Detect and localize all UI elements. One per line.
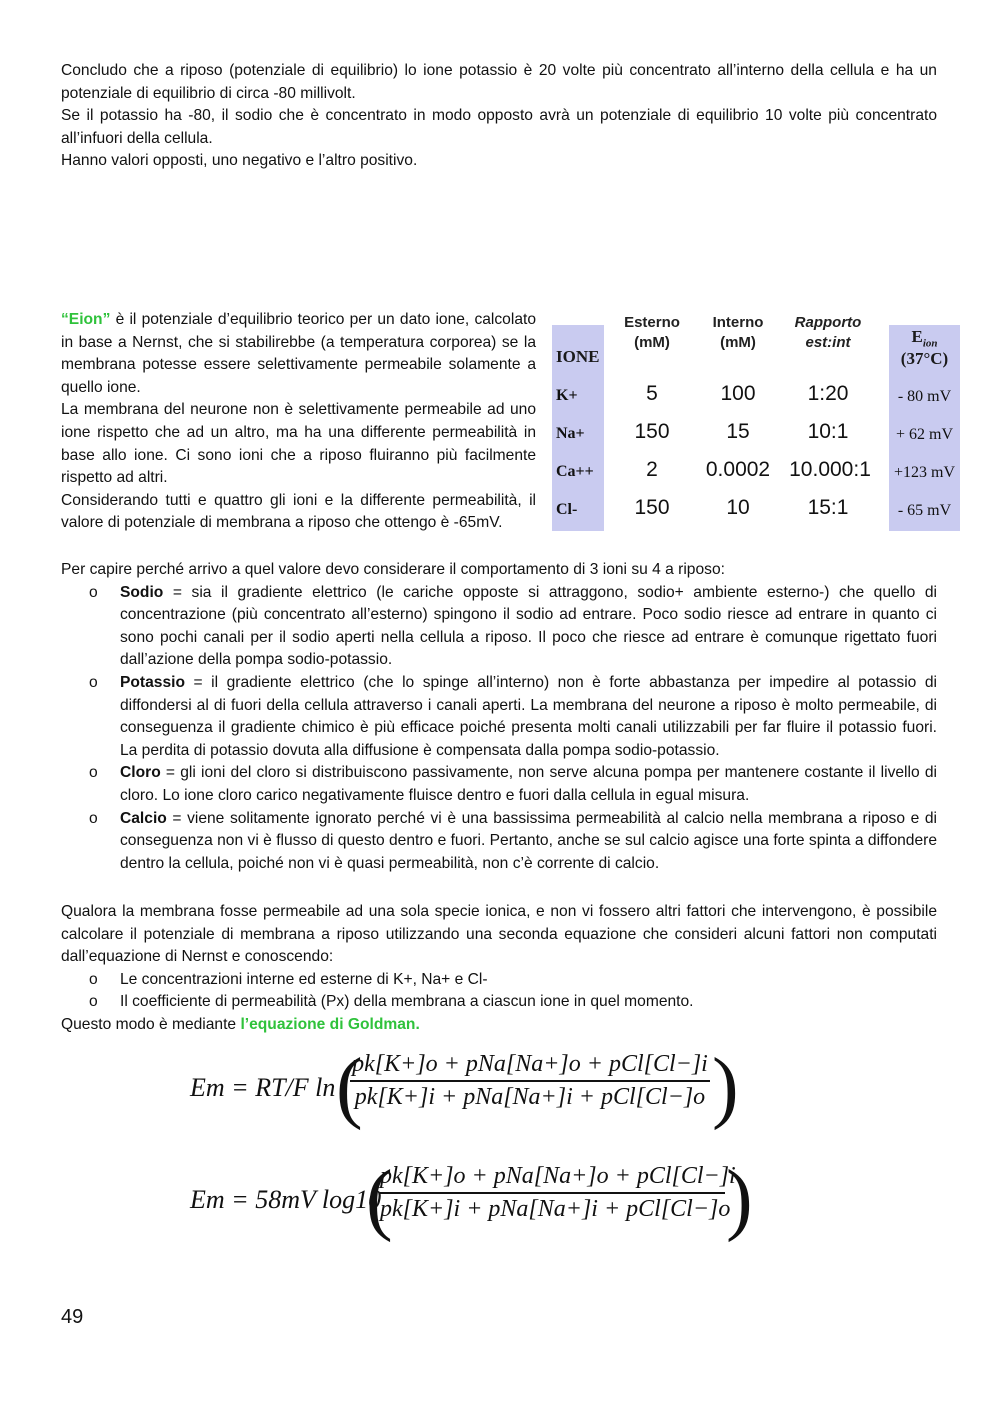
header-esterno: Esterno	[624, 314, 680, 331]
goldman-formula	[190, 1043, 753, 1247]
row-ca-interno: 0.0002	[705, 458, 771, 481]
ion-name: Calcio	[120, 809, 167, 827]
eion-paragraph-2: La membrana del neurone non è selettivamente permeabile ad uno ione rispetto che ad un altro, ma ha una differente permeabilità in base allo ione. Ci sono ioni che a riposo fluiranno più facilmente rispetto ad altri.	[61, 401, 536, 487]
goldman-equation-2	[190, 1155, 753, 1247]
intro-section	[61, 60, 937, 173]
goldman-paragraph-2	[61, 1014, 937, 1037]
header-eion-sub: ion	[922, 337, 938, 350]
row-cl-esterno: 150	[634, 496, 670, 519]
list-text: Il coefficiente di permeabilità (Px) della membrana a ciascun ione in quel momento.	[120, 993, 694, 1011]
list-item-calcio	[61, 808, 937, 876]
equation-lhs: Em = 58mV log10	[190, 1185, 382, 1214]
right-paren: )	[712, 1043, 739, 1131]
list-item-cloro	[61, 762, 937, 807]
ion-text: = gli ioni del cloro si distribuiscono passivamente, non serve alcuna pompa per mantenere costante il livello di cloro. Lo ione cloro carico negativamente fluisce dentro e fuori dalla cellula in egual misura.	[120, 764, 937, 804]
fraction-denominator: pk[K+]i + pNa[Na+]i + pCl[Cl−]o	[380, 1196, 731, 1222]
equation-lhs: Em = RT/F ln	[190, 1073, 336, 1102]
bullet: o	[89, 970, 98, 988]
bullet: o	[89, 673, 98, 691]
fraction-bar	[350, 1080, 710, 1082]
page-number: 49	[61, 1306, 84, 1328]
list-text: Le concentrazioni interne ed esterne di K+, Na+ e Cl-	[120, 970, 488, 988]
ion-text: = sia il gradiente elettrico (le cariche opposte si attraggono, sodio+ ambiente esterno-) che quello di concentrazione (più concentrato all’esterno) spingono il sodio ad entrare. Poco sodio riesce ad entrare in quanto ci sono pochi canali per il sodio aperti nella cellula a riposo. Il poco che riesce ad entrare è comunque rigettato fuori dall’azione della pompa sodio-potassio.	[120, 583, 937, 669]
header-eion	[889, 327, 960, 349]
intro-paragraph-1: Concludo che a riposo (potenziale di equilibrio) lo ione potassio è 20 volte più concentrato all’interno della cellula e ha un potenziale di equilibrio di circa -80 millivolt.	[61, 62, 937, 102]
bullet: o	[89, 809, 98, 827]
fraction-bar	[380, 1192, 725, 1194]
list-item-potassio	[61, 672, 937, 762]
eion-definition	[61, 309, 536, 399]
row-ca-rapporto: 10.000:1	[789, 458, 871, 481]
header-interno-unit: (mM)	[720, 334, 756, 351]
row-cl-eion: - 65 mV	[897, 502, 952, 519]
header-rapporto-sub: est:int	[805, 334, 851, 351]
row-k-rapporto: 1:20	[807, 382, 849, 405]
row-k-esterno: 5	[646, 382, 658, 405]
ion-text: = il gradiente elettrico (che lo spinge all’interno) non è forte abbastanza per impedire al potassio di diffondersi al di fuori della cellula attraverso i canali aperti. La membrana del neurone a riposo è molto permeabile, di conseguenza il gradiente chimico è più efficace poiché presenta molti canali utilizzabili per far fluire il potassio fuori. La perdita di potassio dovuta alla diffusione è compensata dalla pompa sodio-potassio.	[120, 673, 937, 759]
row-na-eion: + 62 mV	[895, 426, 954, 443]
ion-name: Potassio	[120, 673, 185, 691]
bullet: o	[89, 583, 98, 601]
row-cl-ion: Cl-	[556, 501, 578, 518]
goldman-prefix: Questo modo è mediante	[61, 1015, 241, 1033]
ions-behaviour-section	[61, 559, 937, 875]
row-k-ion: K+	[556, 387, 578, 404]
equation-fraction	[350, 1051, 710, 1111]
ion-table	[552, 309, 960, 522]
eion-def-text: è il potenziale d’equilibrio teorico per un dato ione, calcolato in base a Nernst, che si stabilirebbe (a temperatura corporea) se la membrana potesse essere selettivamente permeabile solamente a quello ione.	[61, 311, 536, 396]
row-ca-eion: +123 mV	[893, 464, 956, 481]
fraction-denominator: pk[K+]i + pNa[Na+]i + pCl[Cl−]o	[354, 1084, 706, 1110]
list-item-permeabilita	[61, 991, 937, 1014]
row-k-eion: - 80 mV	[897, 388, 952, 405]
row-cl-interno: 10	[726, 496, 750, 519]
equation-fraction	[380, 1163, 736, 1223]
row-na-esterno: 150	[634, 420, 670, 443]
fraction-numerator: pk[K+]o + pNa[Na+]o + pCl[Cl−]i	[352, 1051, 708, 1077]
header-interno: Interno	[712, 314, 764, 331]
fraction-numerator: pk[K+]o + pNa[Na+]o + pCl[Cl−]i	[380, 1163, 736, 1189]
goldman-list	[61, 969, 937, 1014]
behaviour-intro: Per capire perché arrivo a quel valore devo considerare il comportamento di 3 ioni su 4 a riposo:	[61, 561, 725, 578]
header-eion-temp: (37°C)	[900, 349, 949, 368]
ion-name: Sodio	[120, 583, 164, 601]
goldman-term: l’equazione di Goldman.	[240, 1015, 420, 1033]
row-na-rapporto: 10:1	[807, 420, 849, 443]
goldman-section	[61, 901, 937, 1037]
row-k-interno: 100	[720, 382, 756, 405]
header-ione: IONE	[556, 347, 600, 366]
list-item-concentrazioni	[61, 969, 937, 992]
goldman-equation-1	[190, 1043, 750, 1135]
row-na-interno: 15	[726, 420, 750, 443]
row-na-ion: Na+	[556, 425, 585, 442]
list-item-sodio	[61, 582, 937, 672]
header-eion-letter: E	[911, 327, 923, 346]
eion-text	[61, 309, 536, 535]
ion-name: Cloro	[120, 764, 161, 782]
goldman-paragraph-1: Qualora la membrana fosse permeabile ad una sola specie ionica, e non vi fossero altri fattori che intervengono, è possibile calcolare il potenziale di membrana a riposo utilizzando una seconda equazione che consideri alcuni fattori non computati dall’equazione di Nernst e conoscendo:	[61, 903, 937, 966]
header-esterno-unit: (mM)	[634, 334, 670, 351]
intro-paragraph-3: Hanno valori opposti, uno negativo e l’altro positivo.	[61, 152, 418, 170]
header-rapporto: Rapporto	[794, 314, 862, 331]
row-ca-ion: Ca++	[556, 463, 594, 480]
right-paren: )	[726, 1155, 753, 1243]
row-ca-esterno: 2	[646, 458, 658, 481]
eion-paragraph-3: Considerando tutti e quattro gli ioni e la differente permeabilità, il valore di potenziale di membrana a riposo che ottengo è -65mV.	[61, 491, 536, 532]
ion-text: = viene solitamente ignorato perché vi è una bassissima permeabilità al calcio nella membrana a riposo e di conseguenza non vi è flusso di questo dentro e fuori. Pertanto, anche se sul calcio agisce una forte spinta a diffondere dentro la cellula, poiché non vi è quasi permeabilità, non c’è corrente di calcio.	[120, 809, 937, 872]
eion-term: “Eion”	[61, 311, 111, 328]
ions-list	[61, 582, 937, 876]
intro-paragraph-2: Se il potassio ha -80, il sodio che è concentrato in modo opposto avrà un potenziale di equilibrio 10 volte più concentrato all’infuori della cellula.	[61, 107, 937, 147]
left-paren: (	[336, 1043, 363, 1131]
bullet: o	[89, 993, 98, 1011]
row-cl-rapporto: 15:1	[807, 496, 849, 519]
left-paren: (	[366, 1155, 393, 1243]
bullet: o	[89, 764, 98, 782]
